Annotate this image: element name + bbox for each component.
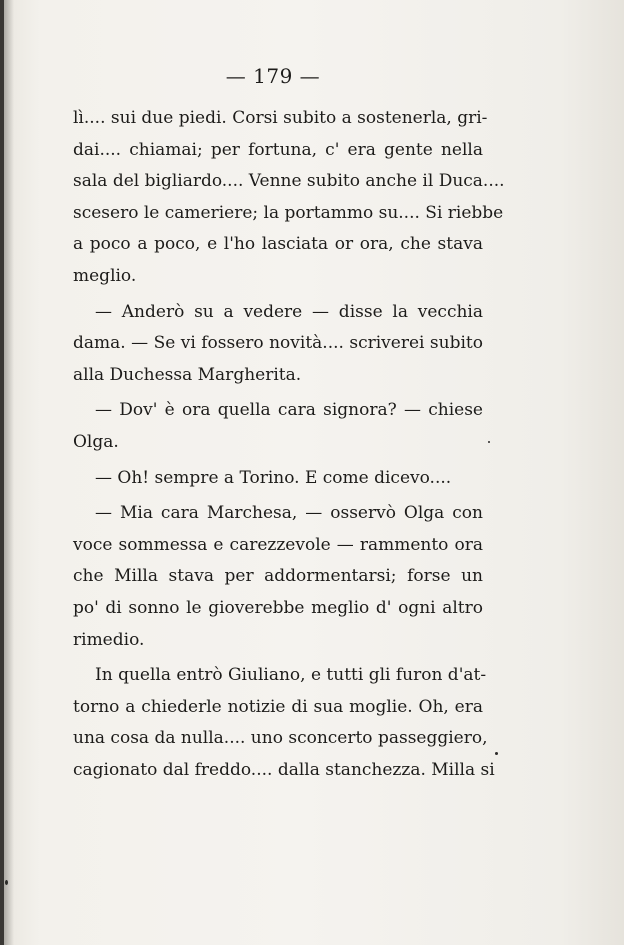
text-line: cagionato dal freddo.... dalla stanchezza. Milla si [73,759,495,780]
text-line: — Mia cara Marchesa, — osservò Olga con [95,503,483,524]
text-line: dama. — Se vi fossero novità.... scriverei subito [73,333,483,354]
text-line: lì.... sui due piedi. Corsi subito a sostenerla, gri- [73,108,488,128]
text-line: dai.... chiamai; per fortuna, c' era gente nella [73,139,483,160]
text-line: voce sommessa e carezzevole — rammento ora [73,534,483,555]
text-line: una cosa da nulla.... uno sconcerto passeggiero, [73,728,488,749]
paragraph [73,660,495,786]
text-line: Olga. [73,431,119,452]
body-text [73,103,505,786]
paragraph [73,395,483,458]
paragraph [73,297,483,392]
text-line: — Anderò su a vedere — disse la vecchia [95,301,483,322]
page-number: — 179 — [225,64,321,88]
text-line: a poco a poco, e l'ho lasciata or ora, che stava [73,234,483,255]
text-line: scesero le cameriere; la portammo su.... Si riebbe [73,202,504,223]
paper-speck [495,752,498,755]
spine-shadow [4,0,14,945]
paragraph [73,463,483,495]
text-line: rimedio. [73,629,145,650]
text-line: In quella entrò Giuliano, e tutti gli furon d'at- [95,665,487,686]
paragraph [73,103,505,293]
text-line: che Milla stava per addormentarsi; forse un [73,566,483,587]
text-line: po' di sonno le gioverebbe meglio d' ogni altro [73,597,483,618]
paper-speck [5,880,8,885]
paragraph [73,498,483,656]
text-line: torno a chiederle notizie di sua moglie. Oh, era [73,696,483,717]
paper-speck [488,441,490,443]
text-line: alla Duchessa Margherita. [73,364,302,385]
text-line: meglio. [73,265,137,286]
text-line: sala del bigliardo.... Venne subito anche il Duca.... [73,171,505,192]
text-line: — Oh! sempre a Torino. E come dicevo.... [95,467,452,488]
text-line: — Dov' è ora quella cara signora? — chiese [95,400,483,421]
